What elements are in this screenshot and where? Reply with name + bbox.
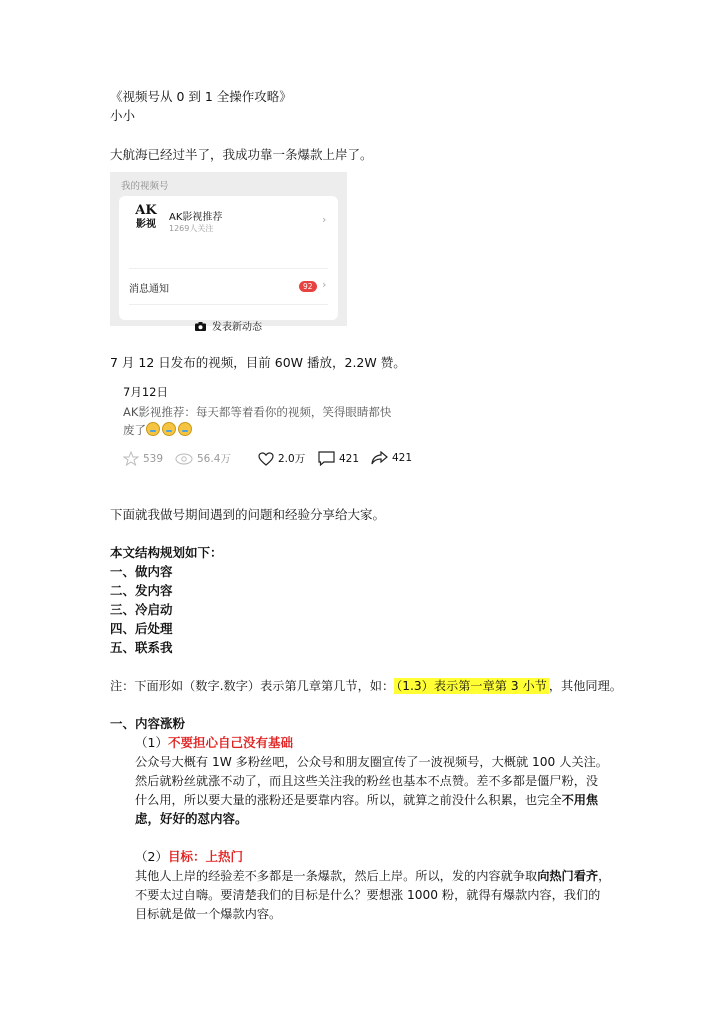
video-comment: AK影视推荐：每天都等着看你的视频，笑得眼睛都快 废了	[123, 405, 392, 437]
crying-laugh-icon	[162, 422, 176, 436]
paragraph-line: 不要太过自嗨。要清楚我们的目标是什么？要想涨 1000 粉，就得有爆款内容，我们的	[135, 888, 601, 902]
doc-title: 《视频号从 0 到 1 全操作攻略》	[110, 89, 292, 104]
stats-text: 7 月 12 日发布的视频，目前 60W 播放，2.2W 赞。	[110, 355, 406, 370]
paragraph-line: 什么用，所以要大量的涨粉还是要靠内容。所以，就算之前没什么积累，也完全不用焦	[135, 793, 599, 807]
paragraph-line: 虑，好好的怼内容。	[135, 811, 248, 826]
notification-badge: 92	[299, 281, 317, 292]
structure-item: 四、后处理	[110, 621, 173, 636]
account-followers: 1269人关注	[169, 224, 214, 233]
crying-laugh-icon	[178, 422, 192, 436]
structure-item: 五、联系我	[110, 640, 173, 655]
notification-label: 消息通知	[129, 284, 169, 295]
structure-item: 三、冷启动	[110, 602, 173, 617]
heart-icon	[258, 452, 274, 466]
comment-icon	[318, 451, 335, 466]
channel-card	[119, 196, 338, 333]
eye-icon	[175, 453, 193, 465]
share-intro: 下面就我做号期间遇到的问题和经验分享给大家。	[110, 507, 386, 522]
channel-screenshot	[110, 172, 347, 333]
channel-header: 我的视频号	[121, 181, 169, 192]
note-highlight: （1.3）表示第一章第 3 小节	[396, 679, 547, 693]
camera-icon	[195, 322, 206, 331]
comments-stat: 421	[318, 451, 359, 466]
subsection-heading: （2）目标：上热门	[135, 849, 243, 864]
shares-stat: 421	[371, 451, 412, 465]
hearts-stat: 2.0万	[258, 451, 305, 466]
views-stat: 56.4万	[175, 451, 231, 466]
subsection-heading: （1）不要担心自己没有基础	[135, 735, 293, 750]
paragraph-line: 公众号大概有 1W 多粉丝吧，公众号和朋友圈宣传了一波视频号，大概就 100 人关注。	[135, 755, 608, 769]
account-name: AK影视推荐	[169, 212, 223, 223]
channel-logo: AK 影视	[135, 203, 157, 230]
post-button: 发表新动态	[119, 318, 338, 333]
likes-stat: 539	[123, 451, 163, 466]
section-title: 一、内容涨粉	[110, 716, 186, 731]
crying-laugh-icon	[146, 422, 160, 436]
paragraph-line: 目标就是做一个爆款内容。	[135, 907, 282, 921]
chevron-right-icon: ›	[322, 213, 327, 226]
share-icon	[371, 451, 388, 465]
structure-item: 二、发内容	[110, 583, 173, 598]
star-icon	[123, 451, 139, 466]
paragraph-line: 其他人上岸的经验差不多都是一条爆款，然后上岸。所以，发的内容就争取向热门看齐，	[135, 869, 611, 883]
divider	[129, 268, 328, 269]
structure-title: 本文结构规划如下：	[110, 545, 223, 560]
chevron-right-icon: ›	[322, 278, 327, 291]
structure-item: 一、做内容	[110, 564, 173, 579]
note-text: 注：下面形如（数字.数字）表示第几章第几节，如： （1.3）表示第一章第 3 小节 ，其他同理。	[110, 679, 622, 693]
paragraph-line: 然后就粉丝就涨不动了，而且这些关注我的粉丝也基本不点赞。差不多都是僵尸粉，没	[135, 774, 599, 788]
divider	[129, 304, 328, 305]
doc-author: 小小	[110, 108, 136, 123]
video-date: 7月12日	[123, 385, 168, 399]
intro-text: 大航海已经过半了，我成功靠一条爆款上岸了。	[110, 147, 373, 162]
